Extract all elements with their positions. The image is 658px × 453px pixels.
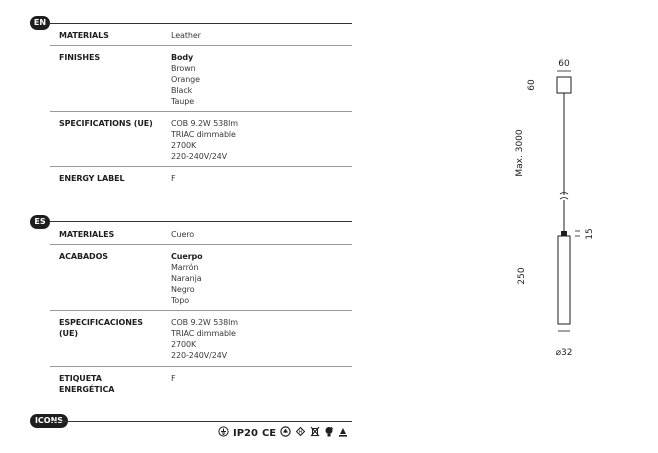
cable-length-dim: Max. 3000 [515, 129, 525, 177]
finish-item: Orange [171, 75, 200, 84]
finish-item: Brown [171, 64, 196, 73]
energy-value-es: F [171, 374, 176, 383]
specifications-label-en: SPECIFICATIONS (UE) [59, 119, 153, 128]
energy-label-es-line1: ETIQUETA [59, 374, 102, 383]
row-divider [50, 244, 352, 245]
row-divider [50, 45, 352, 46]
materials-label-en: MATERIALS [59, 31, 109, 40]
materials-value-es: Cuero [171, 230, 195, 239]
finish-item: Topo [171, 296, 189, 305]
row-divider [50, 310, 352, 311]
energy-label-es [59, 373, 114, 395]
dimmable-bulb-icon [324, 426, 334, 443]
class-ii-icon [280, 426, 291, 442]
energy-label-en: ENERGY LABEL [59, 174, 125, 183]
specifications-label-es-line2: (UE) [59, 329, 78, 338]
section-rule-icons [50, 421, 352, 422]
finishes-value-en [171, 52, 200, 107]
materials-label-es: MATERIALES [59, 230, 115, 239]
specifications-label-es-line1: ESPECIFICACIONES [59, 318, 143, 327]
finish-item: Negro [171, 285, 195, 294]
body-height-dim: 250 [517, 267, 527, 285]
section-rule-en [50, 23, 352, 24]
break-mark [560, 198, 568, 200]
section-rule-es [50, 221, 352, 222]
canopy-height-dim: 60 [527, 79, 537, 91]
row-divider [50, 111, 352, 112]
spec-line: 2700K [171, 141, 197, 150]
spec-line: COB 9.2W 538lm [171, 318, 238, 327]
svg-text:H: H [298, 429, 303, 436]
energy-value-en: F [171, 174, 176, 183]
finishes-label-en: FINISHES [59, 53, 100, 62]
ce-mark: CE [261, 428, 277, 439]
finish-item: Naranja [171, 274, 202, 283]
section-badge-icons: ICONS [30, 414, 68, 428]
canopy-outline [557, 77, 571, 93]
specifications-value-es [171, 317, 238, 361]
pendant-technical-drawing [500, 50, 620, 370]
row-divider [50, 366, 352, 367]
weee-bin-icon [310, 426, 320, 442]
energy-class-icon [338, 426, 348, 443]
spec-line: TRIAC dimmable [171, 329, 236, 338]
energy-label-es-line2: ENERGÉTICA [59, 385, 115, 394]
spec-line: COB 9.2W 538lm [171, 119, 238, 128]
collar [561, 231, 567, 236]
finishes-head-en: Body [171, 53, 194, 62]
collar-height-dim: 15 [585, 228, 595, 240]
diameter-dim: ⌀32 [555, 348, 573, 358]
specifications-value-en [171, 118, 238, 162]
finishes-label-es: ACABADOS [59, 252, 108, 261]
specifications-label-es [59, 317, 143, 339]
finishes-value-es [171, 251, 203, 306]
finish-item: Marrón [171, 263, 199, 272]
spec-line: TRIAC dimmable [171, 130, 236, 139]
no-mercury-icon [295, 426, 306, 442]
section-badge-en: EN [30, 16, 50, 30]
body-outline [558, 236, 570, 324]
row-divider [50, 166, 352, 167]
spec-line: 220-240V/24V [171, 351, 228, 360]
earth-ground-icon [218, 426, 229, 442]
finish-item: Black [171, 86, 193, 95]
materials-value-en: Leather [171, 31, 201, 40]
section-badge-es: ES [30, 215, 50, 229]
certification-icons [218, 427, 348, 441]
spec-line: 220-240V/24V [171, 152, 228, 161]
canopy-width-dim: 60 [558, 59, 570, 69]
finish-item: Taupe [171, 97, 195, 106]
ip-rating: IP20 [233, 428, 258, 439]
finishes-head-es: Cuerpo [171, 252, 203, 261]
spec-line: 2700K [171, 340, 197, 349]
